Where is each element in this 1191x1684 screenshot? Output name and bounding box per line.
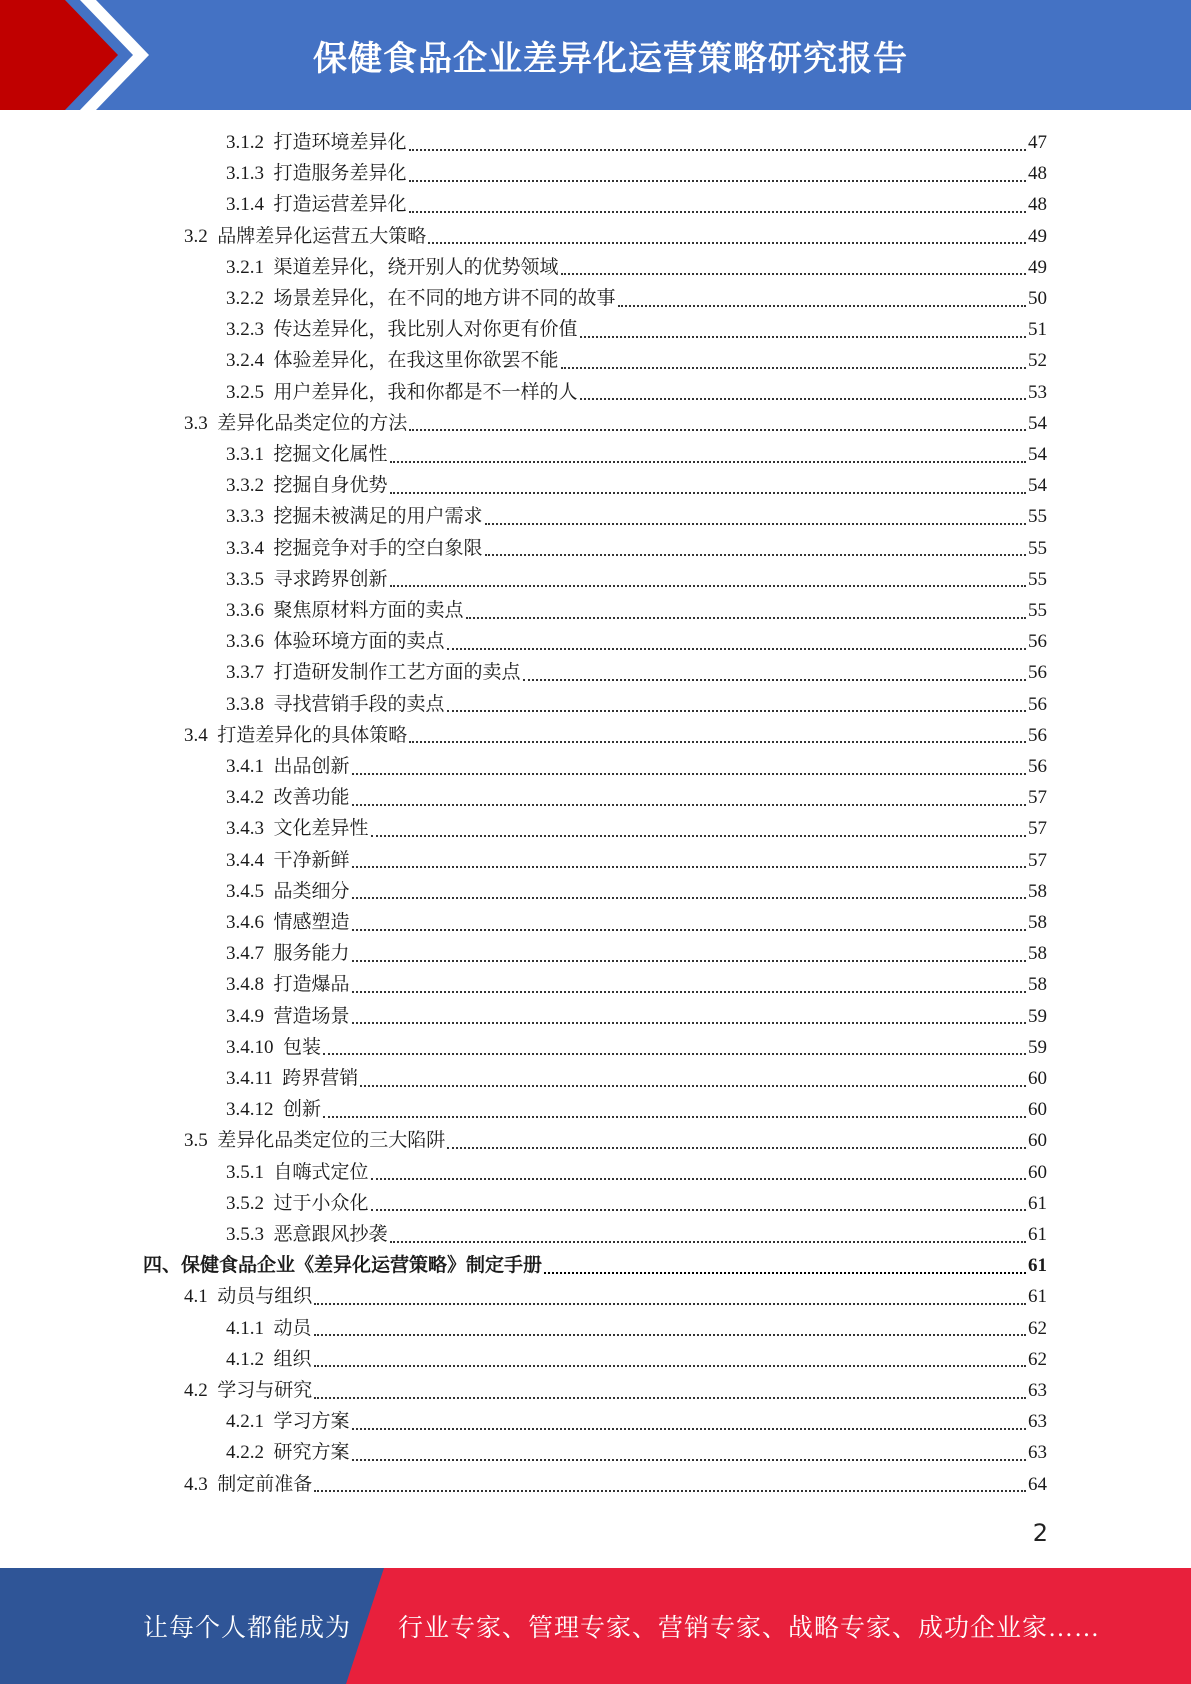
- toc-entry-number: 3.4.11: [226, 1068, 273, 1089]
- toc-entry-title: 打造研发制作工艺方面的卖点: [273, 662, 521, 684]
- toc-dot-leader: [390, 461, 1026, 463]
- toc-dot-leader: [323, 1116, 1026, 1118]
- toc-entry[interactable]: [226, 1157, 1047, 1188]
- toc-entry-page: 52: [1028, 350, 1047, 372]
- toc-entry-number: 3.2.4: [226, 350, 264, 372]
- toc-entry-page: 59: [1028, 1036, 1047, 1058]
- toc-entry-page: 61: [1028, 1224, 1047, 1245]
- toc-entry[interactable]: [226, 564, 1047, 595]
- toc-dot-leader: [352, 929, 1026, 931]
- toc-entry-title: 动员与组织: [217, 1286, 313, 1308]
- toc-entry-title: 挖掘未被满足的用户需求: [273, 506, 483, 528]
- toc-entry[interactable]: [226, 657, 1047, 688]
- toc-entry-number: 3.4.9: [226, 1005, 264, 1027]
- toc-dot-leader: [409, 429, 1026, 431]
- toc-entry-page: 60: [1028, 1130, 1047, 1152]
- toc-entry[interactable]: [226, 1094, 1047, 1125]
- toc-entry-number: 3.4.10: [226, 1036, 274, 1058]
- toc-dot-leader: [314, 1490, 1026, 1492]
- toc-entry[interactable]: [226, 626, 1047, 657]
- toc-entry-number: 3.4.3: [226, 818, 264, 840]
- toc-dot-leader: [409, 180, 1026, 182]
- footer-slogan-left: 让每个人都能成为: [143, 1615, 352, 1642]
- toc-entry-title: 寻求跨界创新: [273, 568, 388, 590]
- toc-entry[interactable]: [226, 345, 1047, 376]
- toc-dot-leader: [447, 1147, 1026, 1149]
- toc-entry-number: 3.3.8: [226, 693, 264, 715]
- toc-entry[interactable]: [226, 252, 1047, 283]
- toc-entry-number: 3.4.6: [226, 912, 264, 933]
- toc-entry[interactable]: [226, 595, 1047, 626]
- toc-dot-leader: [409, 741, 1026, 743]
- toc-entry[interactable]: [226, 470, 1047, 501]
- toc-dot-leader: [371, 1178, 1026, 1180]
- toc-entry-page: 56: [1028, 662, 1047, 684]
- toc-entry-page: 56: [1028, 693, 1047, 715]
- toc-entry[interactable]: [226, 782, 1047, 813]
- toc-entry-page: 54: [1028, 475, 1047, 497]
- toc-entry-number: 3.2.5: [226, 381, 264, 403]
- page-header: [0, 0, 1191, 110]
- toc-entry-title: 创新: [283, 1099, 322, 1121]
- toc-entry-number: 3.4.12: [226, 1099, 274, 1121]
- toc-entry-number: 3.5: [184, 1130, 208, 1152]
- toc-entry-number: 3.4.5: [226, 880, 264, 902]
- toc-dot-leader: [409, 149, 1026, 151]
- toc-entry-title: 打造运营差异化: [273, 194, 407, 216]
- toc-entry-title: 聚焦原材料方面的卖点: [273, 600, 464, 621]
- toc-entry-title: 挖掘文化属性: [273, 444, 388, 465]
- toc-entry-title: 用户差异化，我和你都是不一样的人: [273, 381, 578, 403]
- toc-entry-page: 58: [1028, 880, 1047, 902]
- toc-entry-title: 体验环境方面的卖点: [273, 631, 445, 653]
- toc-entry-title: 过于小众化: [273, 1192, 369, 1214]
- toc-entry-title: 出品创新: [273, 756, 350, 777]
- toc-entry-title: 体验差异化，在我这里你欲罢不能: [273, 350, 559, 372]
- toc-entry[interactable]: [226, 533, 1047, 564]
- toc-entry-page: 60: [1028, 1099, 1047, 1121]
- toc-entry-title: 打造差异化的具体策略: [217, 724, 408, 746]
- toc-entry-page: 58: [1028, 912, 1047, 933]
- toc-entry-page: 60: [1028, 1068, 1047, 1089]
- toc-entry-page: 59: [1028, 1005, 1047, 1027]
- toc-entry-number: 3.2.1: [226, 256, 264, 278]
- toc-entry-number: 4.2.2: [226, 1442, 264, 1464]
- toc-entry-number: 3.2: [184, 225, 208, 247]
- toc-entry-number: 3.3.2: [226, 475, 264, 497]
- page-title: 保健食品企业差异化运营策略研究报告: [313, 38, 908, 79]
- toc-entry-title: 渠道差异化，绕开别人的优势领域: [273, 256, 559, 278]
- toc-entry-page: 61: [1028, 1286, 1047, 1308]
- toc-entry-number: 3.5.2: [226, 1192, 264, 1214]
- toc-entry[interactable]: [226, 127, 1047, 158]
- toc-entry-page: 61: [1028, 1255, 1047, 1277]
- toc-entry-page: 63: [1028, 1411, 1047, 1433]
- toc-entry-title: 差异化品类定位的方法: [217, 412, 408, 434]
- toc-dot-leader: [390, 585, 1026, 587]
- toc-entry[interactable]: [184, 1125, 1047, 1156]
- toc-entry-page: 54: [1028, 444, 1047, 465]
- toc-dot-leader: [485, 554, 1026, 556]
- toc-entry[interactable]: [226, 751, 1047, 782]
- toc-dot-leader: [561, 367, 1026, 369]
- toc-entry[interactable]: [226, 813, 1047, 844]
- toc-entry-title: 学习与研究: [217, 1380, 313, 1401]
- toc-entry-title: 挖掘竞争对手的空白象限: [273, 537, 483, 559]
- toc-entry-number: 3.5.1: [226, 1161, 264, 1183]
- toc-dot-leader: [485, 523, 1026, 525]
- toc-entry-page: 58: [1028, 974, 1047, 996]
- toc-entry-title: 传达差异化，我比别人对你更有价值: [273, 319, 578, 341]
- toc-entry-number: 4.1.2: [226, 1348, 264, 1370]
- toc-entry-title: 包装: [283, 1036, 322, 1058]
- toc-entry-number: 3.5.3: [226, 1224, 264, 1245]
- toc-entry-number: 3.3.5: [226, 568, 264, 590]
- toc-entry-page: 53: [1028, 381, 1047, 403]
- toc-dot-leader: [544, 1272, 1026, 1274]
- toc-entry-title: 文化差异性: [273, 818, 369, 840]
- toc-entry[interactable]: [184, 1469, 1047, 1500]
- toc-dot-leader: [447, 710, 1026, 712]
- toc-entry-page: 55: [1028, 568, 1047, 590]
- toc-entry-number: 3.3.4: [226, 537, 264, 559]
- toc-dot-leader: [352, 1022, 1026, 1024]
- toc-entry-number: 4.3: [184, 1473, 208, 1495]
- toc-entry[interactable]: [226, 907, 1047, 938]
- toc-entry-page: 56: [1028, 724, 1047, 746]
- toc-dot-leader: [314, 1334, 1026, 1336]
- toc-entry-title: 动员: [273, 1317, 312, 1339]
- toc-entry-page: 56: [1028, 631, 1047, 653]
- toc-entry-page: 49: [1028, 256, 1047, 278]
- toc-entry-number: 3.3.6: [226, 631, 264, 653]
- toc-entry[interactable]: [226, 876, 1047, 907]
- toc-entry[interactable]: [226, 1032, 1047, 1063]
- toc-entry[interactable]: [226, 1437, 1047, 1468]
- toc-entry[interactable]: [226, 689, 1047, 720]
- toc-entry[interactable]: [184, 408, 1047, 439]
- toc-entry[interactable]: [184, 1281, 1047, 1312]
- toc-dot-leader: [352, 866, 1026, 868]
- toc-entry-page: 57: [1028, 849, 1047, 871]
- toc-entry[interactable]: [226, 283, 1047, 314]
- toc-entry-number: 3.3.1: [226, 444, 264, 465]
- toc-dot-leader: [409, 211, 1026, 213]
- footer-slogan-right: 行业专家、管理专家、营销专家、战略专家、成功企业家……: [398, 1615, 1101, 1642]
- toc-dot-leader: [352, 1459, 1026, 1461]
- toc-entry[interactable]: [226, 314, 1047, 345]
- toc-entry[interactable]: [226, 845, 1047, 876]
- toc-entry-page: 57: [1028, 787, 1047, 809]
- toc-entry-number: 3.1.2: [226, 132, 264, 153]
- toc-dot-leader: [523, 679, 1026, 681]
- toc-entry-page: 55: [1028, 537, 1047, 559]
- toc-entry[interactable]: [226, 1344, 1047, 1375]
- toc-entry-page: 63: [1028, 1380, 1047, 1401]
- toc-entry-page: 60: [1028, 1161, 1047, 1183]
- toc-entry-title: 挖掘自身优势: [273, 475, 388, 497]
- toc-entry-number: 3.1.3: [226, 163, 264, 185]
- toc-entry-page: 48: [1028, 163, 1047, 185]
- toc-entry-page: 54: [1028, 412, 1047, 434]
- toc-dot-leader: [390, 492, 1026, 494]
- toc-entry-page: 55: [1028, 506, 1047, 528]
- toc-entry-number: 3.4.8: [226, 974, 264, 996]
- toc-entry-title: 场景差异化，在不同的地方讲不同的故事: [273, 288, 616, 309]
- toc-entry-page: 58: [1028, 943, 1047, 965]
- toc-entry[interactable]: [226, 1219, 1047, 1250]
- toc-entry-page: 62: [1028, 1348, 1047, 1370]
- toc-dot-leader: [352, 1428, 1026, 1430]
- toc-dot-leader: [371, 835, 1026, 837]
- toc-entry-title: 打造环境差异化: [273, 132, 407, 153]
- toc-dot-leader: [580, 398, 1026, 400]
- toc-entry[interactable]: [226, 938, 1047, 969]
- toc-entry-title: 制定前准备: [217, 1473, 313, 1495]
- toc-entry-title: 学习方案: [273, 1411, 350, 1433]
- toc-dot-leader: [371, 1209, 1026, 1211]
- toc-dot-leader: [352, 773, 1026, 775]
- toc-entry-title: 打造爆品: [273, 974, 350, 996]
- toc-entry-title: 保健食品企业《差异化运营策略》制定手册: [181, 1255, 543, 1277]
- toc-entry-page: 47: [1028, 132, 1047, 153]
- toc-dot-leader: [428, 242, 1026, 244]
- toc-entry-number: 4.2.1: [226, 1411, 264, 1433]
- toc-entry-page: 51: [1028, 319, 1047, 341]
- page-footer: [0, 1568, 1191, 1684]
- toc-entry-page: 64: [1028, 1473, 1047, 1495]
- toc-entry-title: 跨界营销: [282, 1068, 359, 1089]
- toc-entry-number: 3.4.1: [226, 756, 264, 777]
- toc-entry-number: 3.3: [184, 412, 208, 434]
- toc-entry-page: 56: [1028, 756, 1047, 777]
- toc-dot-leader: [580, 336, 1026, 338]
- toc-entry[interactable]: [226, 501, 1047, 532]
- toc-dot-leader: [352, 897, 1026, 899]
- page-number: 2: [1032, 1519, 1048, 1547]
- toc-entry-number: 3.3.3: [226, 506, 264, 528]
- toc-entry[interactable]: [143, 1250, 1047, 1281]
- toc-entry-number: 3.4.7: [226, 943, 264, 965]
- toc-entry-number: 4.1.1: [226, 1317, 264, 1339]
- toc-entry[interactable]: [226, 189, 1047, 220]
- toc-dot-leader: [561, 273, 1026, 275]
- toc-entry-number: 3.3.6: [226, 600, 264, 621]
- toc-entry-title: 改善功能: [273, 787, 350, 809]
- toc-entry-title: 情感塑造: [273, 912, 350, 933]
- toc-dot-leader: [352, 960, 1026, 962]
- toc-dot-leader: [447, 648, 1026, 650]
- toc-entry-page: 48: [1028, 194, 1047, 216]
- toc-entry-title: 组织: [273, 1348, 312, 1370]
- toc-entry-title: 研究方案: [273, 1442, 350, 1464]
- toc-entry-page: 62: [1028, 1317, 1047, 1339]
- toc-entry[interactable]: [226, 1313, 1047, 1344]
- toc-entry[interactable]: [226, 1001, 1047, 1032]
- toc-entry-number: 3.4.4: [226, 849, 264, 871]
- toc-dot-leader: [314, 1365, 1026, 1367]
- toc-entry-number: 3.4.2: [226, 787, 264, 809]
- toc-entry[interactable]: [184, 221, 1047, 252]
- toc-dot-leader: [390, 1241, 1026, 1243]
- toc-entry-number: 3.2.3: [226, 319, 264, 341]
- toc-entry-title: 自嗨式定位: [273, 1161, 369, 1183]
- toc-entry[interactable]: [184, 720, 1047, 751]
- toc-entry[interactable]: [226, 1063, 1047, 1094]
- toc-dot-leader: [360, 1085, 1026, 1087]
- toc-entry-number: 四、: [143, 1255, 182, 1277]
- toc-entry-title: 品类细分: [273, 880, 350, 902]
- toc-entry-page: 49: [1028, 225, 1047, 247]
- toc-entry-title: 打造服务差异化: [273, 163, 407, 185]
- toc-dot-leader: [618, 305, 1026, 307]
- toc-entry[interactable]: [226, 158, 1047, 189]
- toc-entry-title: 营造场景: [273, 1005, 350, 1027]
- toc-entry[interactable]: [226, 377, 1047, 408]
- toc-entry-number: 3.3.7: [226, 662, 264, 684]
- toc-entry-title: 干净新鲜: [273, 849, 350, 871]
- toc-entry-page: 50: [1028, 288, 1047, 309]
- toc-entry[interactable]: [226, 1406, 1047, 1437]
- toc-dot-leader: [352, 804, 1026, 806]
- toc-entry-title: 品牌差异化运营五大策略: [217, 225, 427, 247]
- toc-entry-page: 63: [1028, 1442, 1047, 1464]
- toc-entry-title: 差异化品类定位的三大陷阱: [217, 1130, 446, 1152]
- toc-dot-leader: [466, 617, 1026, 619]
- toc-entry-number: 4.2: [184, 1380, 208, 1401]
- toc-entry-title: 寻找营销手段的卖点: [273, 693, 445, 715]
- toc-entry-title: 服务能力: [273, 943, 350, 965]
- toc-dot-leader: [314, 1303, 1026, 1305]
- toc-entry-page: 57: [1028, 818, 1047, 840]
- toc-dot-leader: [314, 1397, 1026, 1399]
- toc-entry[interactable]: [226, 1188, 1047, 1219]
- toc-entry[interactable]: [226, 969, 1047, 1000]
- toc-entry-page: 61: [1028, 1192, 1047, 1214]
- toc-entry-title: 恶意跟风抄袭: [273, 1224, 388, 1245]
- toc-dot-leader: [352, 991, 1026, 993]
- toc-entry-number: 3.1.4: [226, 194, 264, 216]
- toc-dot-leader: [323, 1053, 1026, 1055]
- toc-entry-number: 4.1: [184, 1286, 208, 1308]
- toc-entry[interactable]: [184, 1375, 1047, 1406]
- toc-entry[interactable]: [226, 439, 1047, 470]
- toc-entry-page: 55: [1028, 600, 1047, 621]
- toc-entry-number: 3.2.2: [226, 288, 264, 309]
- toc-entry-number: 3.4: [184, 724, 208, 746]
